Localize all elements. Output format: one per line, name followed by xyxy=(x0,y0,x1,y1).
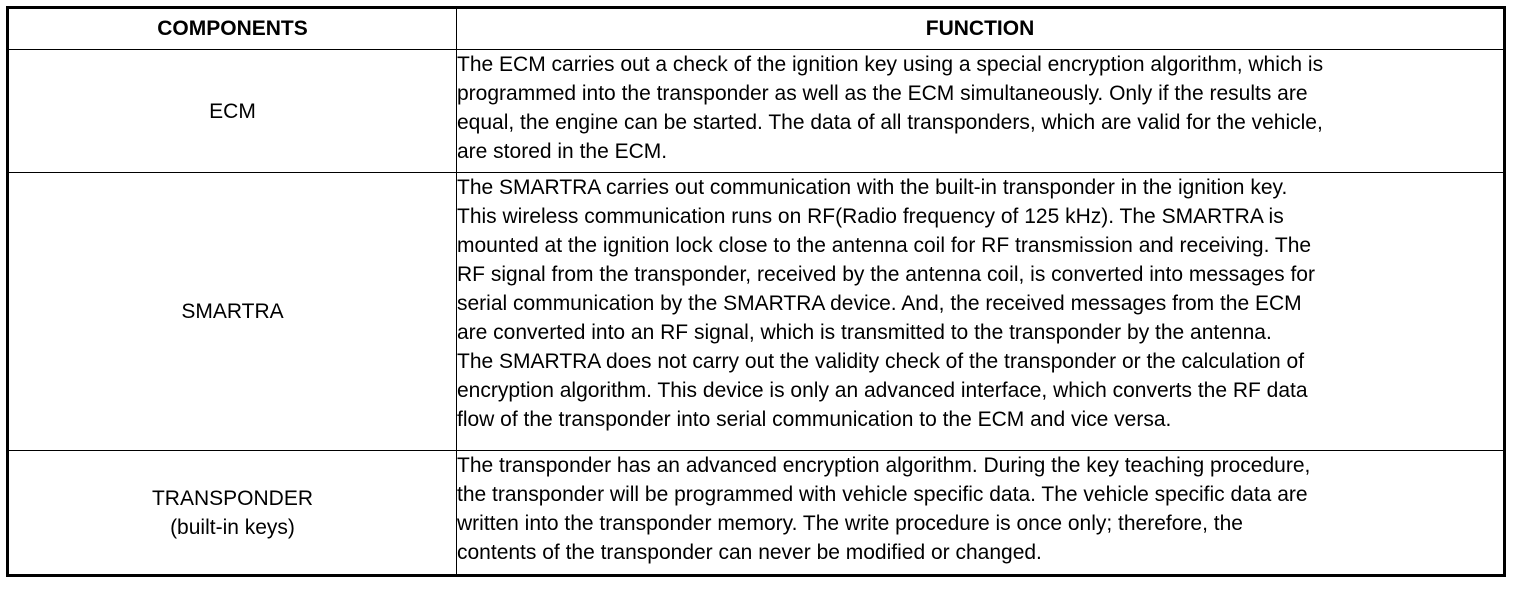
table-row xyxy=(8,451,1505,576)
function-description: The SMARTRA carries out communication with the built-in transponder in the ignition key. This wireless communication runs on RF(Radio frequency of 125 kHz). The SMARTRA is mounted at the ignition lock close to the antenna coil for RF transmission and receiving. The RF signal from the transponder, received by the antenna coil, is converted into messages for serial communication by the SMARTRA device. And, the received messages from the ECM are converted into an RF signal, which is transmitted to the transponder by the antenna. The SMARTRA does not carry out the validity check of the transponder or the calculation of encryption algorithm. This device is only an advanced interface, which converts the RF data flow of the transponder into serial communication to the ECM and vice versa. xyxy=(457,173,1505,451)
function-description: The ECM carries out a check of the ignition key using a special encryption algorithm, which is programmed into the transponder as well as the ECM simultaneously. Only if the results are equal, the engine can be started. The data of all transponders, which are valid for the vehicle, are stored in the ECM. xyxy=(457,50,1505,173)
column-header-components: COMPONENTS xyxy=(8,8,457,50)
component-cell xyxy=(8,451,457,576)
component-name: TRANSPONDER xyxy=(151,486,314,510)
table-row xyxy=(8,173,1505,451)
table-header-row xyxy=(8,8,1505,50)
column-header-function: FUNCTION xyxy=(457,8,1505,50)
component-name: ECM xyxy=(209,99,256,123)
component-name: SMARTRA xyxy=(181,300,284,323)
components-function-table xyxy=(6,6,1506,577)
table-row xyxy=(8,50,1505,173)
function-description: The transponder has an advanced encryption algorithm. During the key teaching procedure, the transponder will be programmed with vehicle specific data. The vehicle specific data are written into the transponder memory. The write procedure is once only; therefore, the contents of the transponder can never be modified or changed. xyxy=(457,451,1505,576)
component-cell xyxy=(8,173,457,451)
component-subtitle: (built-in keys) xyxy=(170,515,295,539)
component-cell xyxy=(8,50,457,173)
